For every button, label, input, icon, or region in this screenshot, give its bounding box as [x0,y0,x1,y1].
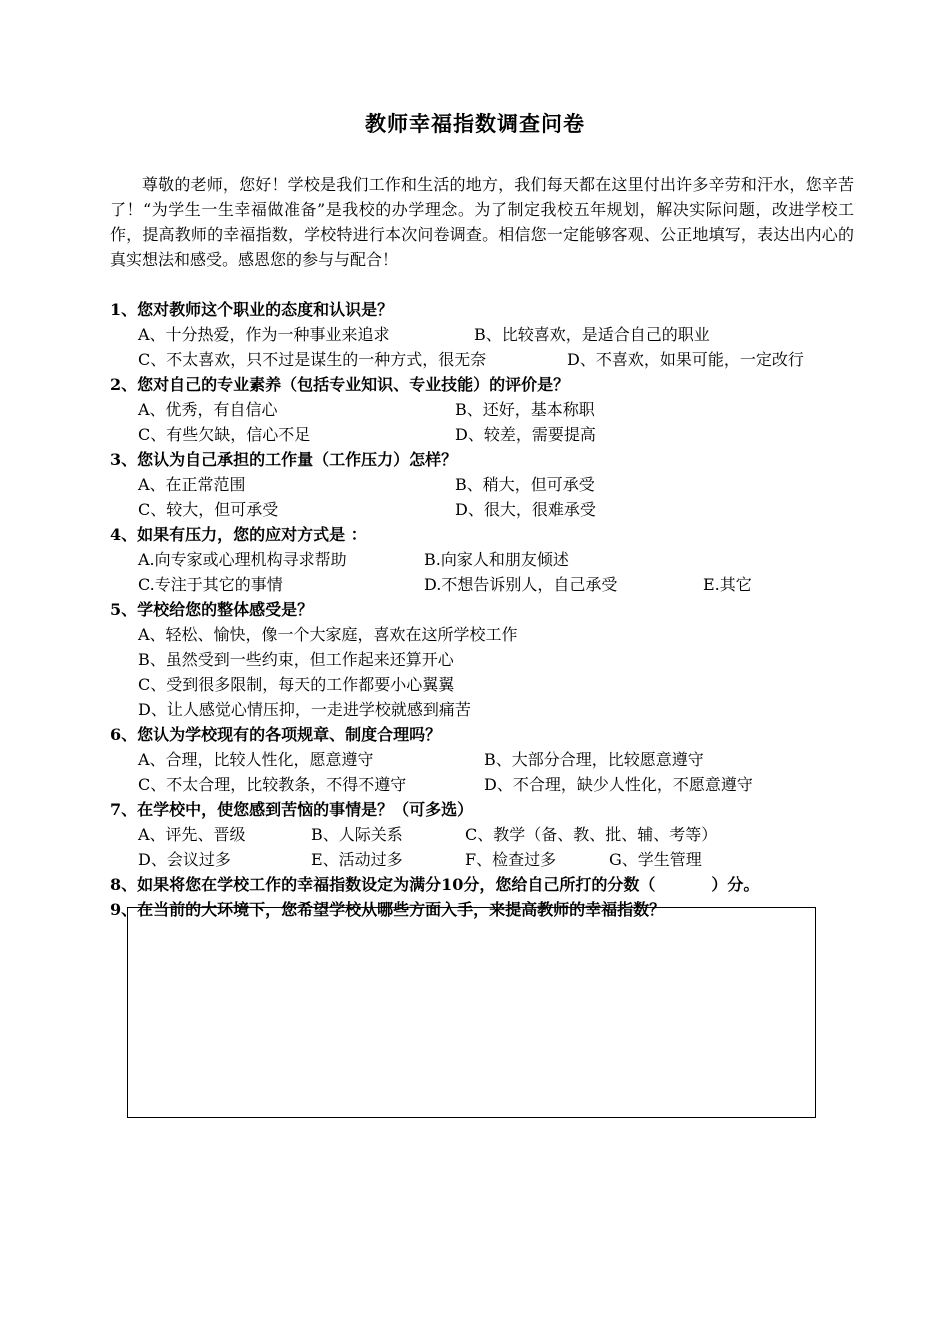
q7-option-g[interactable]: G、学生管理 [609,850,702,869]
q3-option-c[interactable]: C、较大，但可承受 [138,500,279,519]
q4-option-e[interactable]: E.其它 [703,575,752,594]
q3-option-d[interactable]: D、很大，很难承受 [455,500,596,519]
q3-option-b[interactable]: B、稍大，但可承受 [455,475,595,494]
answer-box[interactable] [127,907,816,1118]
q1-option-a[interactable]: A、十分热爱，作为一种事业来追求 [138,325,390,344]
q7-option-b[interactable]: B、人际关系 [311,825,403,844]
q6-option-a[interactable]: A、合理，比较人性化，愿意遵守 [138,750,374,769]
question-3: 3、您认为自己承担的工作量（工作压力）怎样？ [110,450,458,469]
q2-option-b[interactable]: B、还好，基本称职 [455,400,595,419]
q6-option-c[interactable]: C、不太合理，比较教条，不得不遵守 [138,775,407,794]
q4-option-a[interactable]: A.向专家或心理机构寻求帮助 [138,550,347,569]
q5-option-c[interactable]: C、受到很多限制，每天的工作都要小心翼翼 [138,675,455,694]
q1-option-c[interactable]: C、不太喜欢，只不过是谋生的一种方式，很无奈 [138,350,487,369]
question-9: 9、在当前的大环境下，您希望学校从哪些方面入手，来提高教师的幸福指数？ [110,900,666,919]
question-8 [110,872,759,897]
q1-option-d[interactable]: D、不喜欢，如果可能，一定改行 [567,350,804,369]
q4-option-b[interactable]: B.向家人和朋友倾述 [424,550,569,569]
question-5: 5、学校给您的整体感受是？ [110,600,314,619]
q7-option-e[interactable]: E、活动过多 [311,850,403,869]
q7-option-a[interactable]: A、评先、晋级 [138,825,246,844]
q5-option-d[interactable]: D、让人感觉心情压抑，一走进学校就感到痛苦 [138,700,471,719]
q6-option-d[interactable]: D、不合理，缺少人性化，不愿意遵守 [484,775,753,794]
question-1: 1、您对教师这个职业的态度和认识是？ [110,300,394,319]
q2-option-d[interactable]: D、较差，需要提高 [455,425,596,444]
q3-option-a[interactable]: A、在正常范围 [138,475,246,494]
question-6: 6、您认为学校现有的各项规章、制度合理吗？ [110,725,442,744]
q7-option-d[interactable]: D、会议过多 [138,850,231,869]
question-2: 2、您对自己的专业素养（包括专业知识、专业技能）的评价是？ [110,375,570,394]
q4-option-c[interactable]: C.专注于其它的事情 [138,575,283,594]
q7-option-c[interactable]: C、教学（备、教、批、辅、考等） [465,825,718,844]
q2-option-c[interactable]: C、有些欠缺，信心不足 [138,425,311,444]
q5-option-a[interactable]: A、轻松、愉快，像一个大家庭，喜欢在这所学校工作 [138,625,518,644]
q5-option-b[interactable]: B、虽然受到一些约束，但工作起来还算开心 [138,650,454,669]
q4-option-d[interactable]: D.不想告诉别人，自己承受 [424,575,618,594]
question-8-label-start: 8、如果将您在学校工作的幸福指数设定为满分10分，您给自己所打的分数（ [110,875,656,894]
question-8-label-end: ）分。 [711,875,760,894]
q7-option-f[interactable]: F、检查过多 [465,850,557,869]
q2-option-a[interactable]: A、优秀，有自信心 [138,400,278,419]
question-4: 4、如果有压力，您的应对方式是 ： [110,525,367,544]
q1-option-b[interactable]: B、比较喜欢，是适合自己的职业 [474,325,710,344]
question-7: 7、在学校中，使您感到苦恼的事情是？（可多选） [110,800,474,819]
intro-paragraph: 尊敬的老师，您好！学校是我们工作和生活的地方，我们每天都在这里付出许多辛劳和汗水，您辛苦了！“为学生一生幸福做准备”是我校的办学理念。为了制定我校五年规划，解决实际问题，改进学校工作，提高教师的幸福指数，学校特进行本次问卷调查。相信您一定能够客观、公正地填写，表达出内心的真实想法和感受。感恩您的参与与配合！ [110,175,854,269]
q6-option-b[interactable]: B、大部分合理，比较愿意遵守 [484,750,704,769]
page-title: 教师幸福指数调查问卷 [365,111,585,136]
